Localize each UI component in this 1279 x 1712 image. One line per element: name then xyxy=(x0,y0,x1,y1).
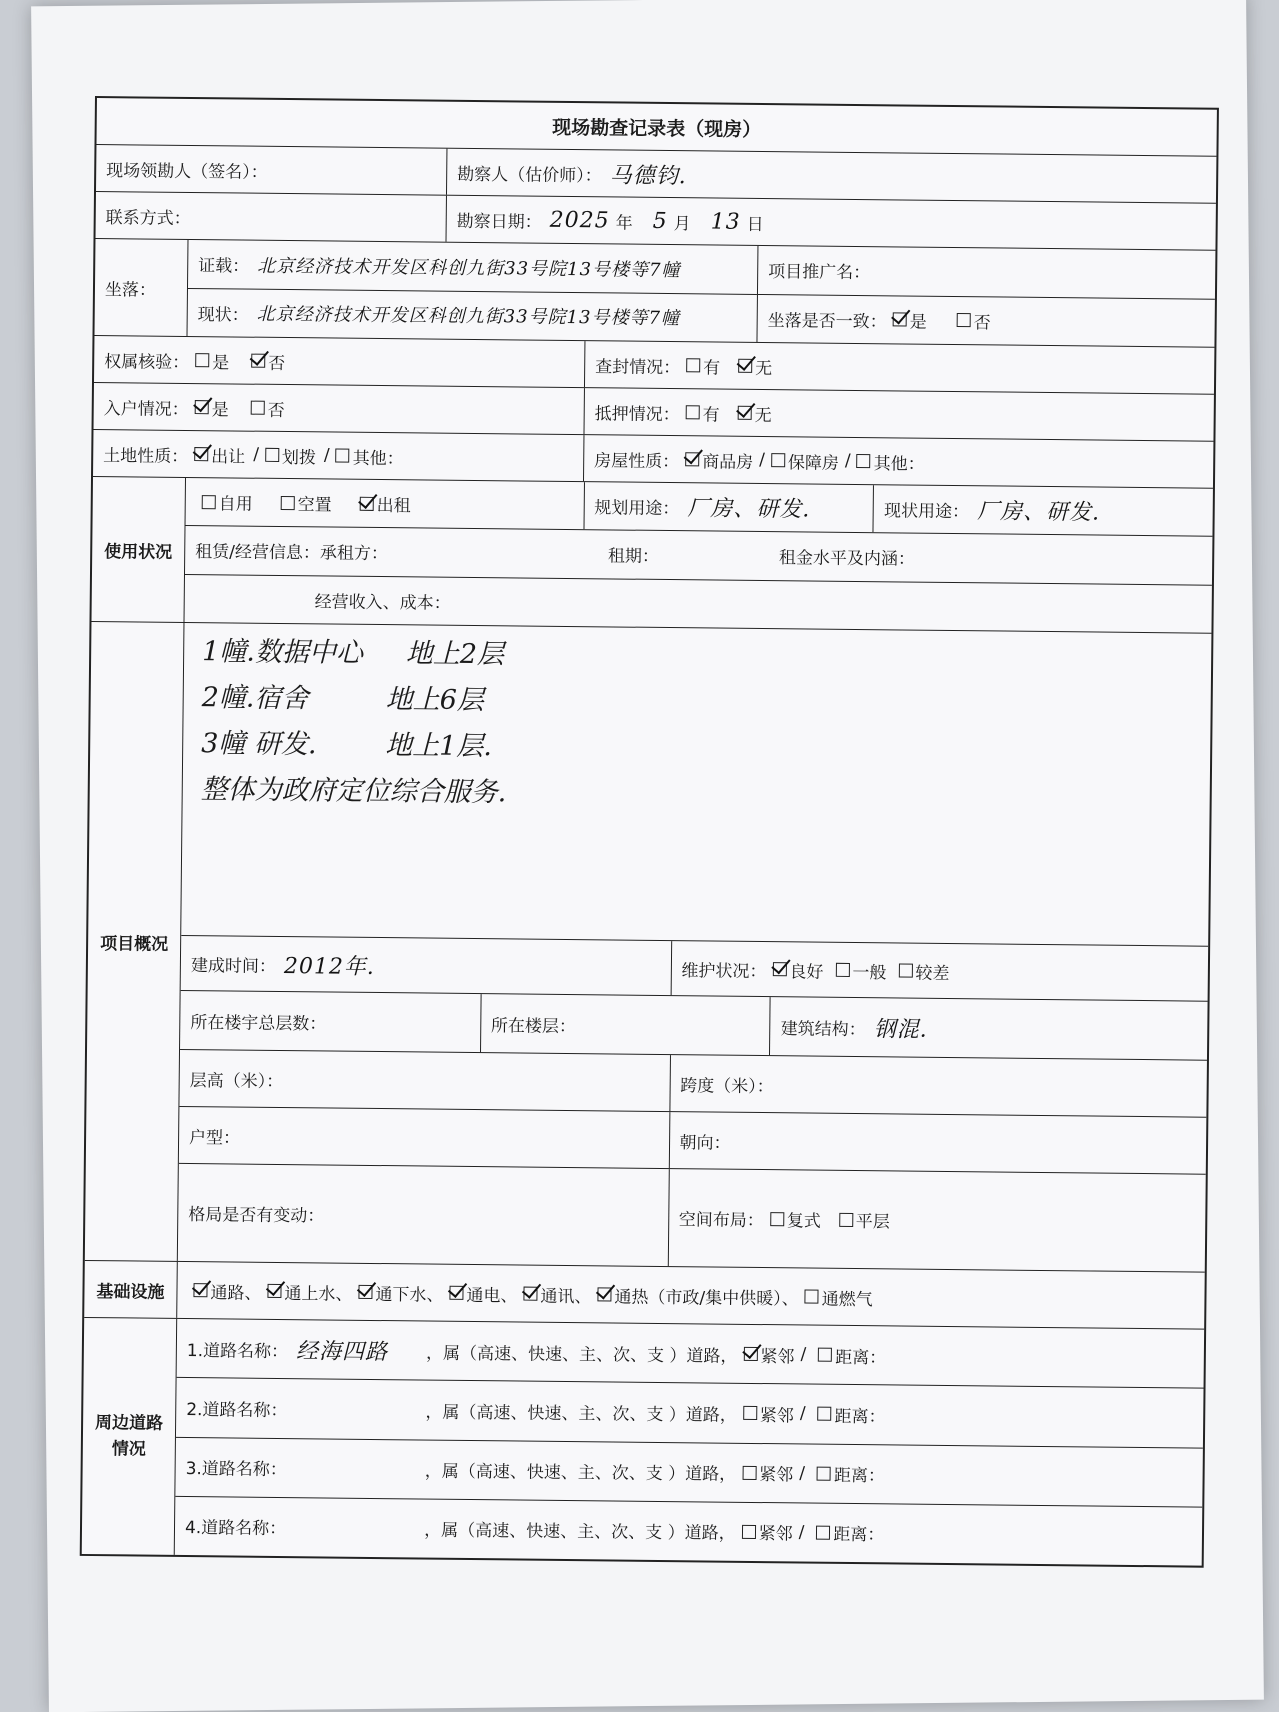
road-distance-checkbox[interactable] xyxy=(818,1348,832,1362)
date-year-unit: 年 xyxy=(615,212,633,234)
infra-label: 基础设施 xyxy=(96,1281,165,1303)
infra-option-label-3: 通电、 xyxy=(466,1285,518,1306)
date-month-unit: 月 xyxy=(673,213,691,234)
maintenance-field[interactable] xyxy=(670,941,1208,1001)
date-field[interactable] xyxy=(445,196,1215,250)
road-attr-text: ，属（高速、快速、主、次、支 ）道路， xyxy=(425,1343,738,1367)
structure-value: 钢混. xyxy=(873,1016,928,1043)
usage-self-checkbox[interactable] xyxy=(202,495,216,509)
road-adjacent-checkbox[interactable] xyxy=(743,1347,757,1361)
usage-options[interactable] xyxy=(186,478,584,529)
road-adjacent-label: 紧邻 xyxy=(758,1524,793,1545)
unit-type-field[interactable] xyxy=(179,1107,669,1168)
location-label: 坐落： xyxy=(104,279,157,301)
infra-options[interactable] xyxy=(176,1262,1205,1329)
form-title: 现场勘查记录表（现房） xyxy=(552,116,762,141)
surveyor-label: 勘察人（估价师）： xyxy=(457,164,602,186)
cert-address-field[interactable] xyxy=(188,240,757,293)
road-attr-text: ，属（高速、快速、主、次、支 ）道路， xyxy=(424,1520,736,1545)
ownership-yes-checkbox[interactable] xyxy=(195,353,209,367)
lead-label: 现场领勘人（签名）： xyxy=(106,160,268,183)
total-floors-field[interactable] xyxy=(180,991,480,1052)
ownership-no-checkbox[interactable] xyxy=(251,354,265,368)
structure-field[interactable] xyxy=(769,997,1207,1060)
overview-notes[interactable]: 1幢.数据中心 地上2层 2幢.宿舍 地上6层 3幢 研发. 地上1层. 整体为政府定位综合服务. xyxy=(200,636,507,809)
built-time-field[interactable] xyxy=(181,936,671,995)
house-opt3-label: 其他： xyxy=(873,453,925,475)
ownership-no-label: 否 xyxy=(268,353,286,374)
infra-checkbox-2[interactable] xyxy=(358,1285,372,1299)
road-adjacent-checkbox[interactable] xyxy=(742,1525,756,1539)
cert-address-value: 北京经济技术开发区科创九街33号院13号楼等7幢 xyxy=(257,255,681,281)
infra-checkbox-0[interactable] xyxy=(193,1283,207,1297)
road-distance-checkbox[interactable] xyxy=(817,1466,831,1480)
infra-option-label-5: 通热（市政/集中供暖）、 xyxy=(614,1287,799,1309)
lead-field[interactable] xyxy=(96,145,446,195)
contact-field[interactable] xyxy=(96,192,446,242)
space-flat-checkbox[interactable] xyxy=(839,1212,853,1226)
entry-yes-label: 是 xyxy=(211,399,229,420)
road-row[interactable] xyxy=(176,1377,1204,1447)
entry-no-label: 否 xyxy=(267,400,285,421)
built-value: 2012年. xyxy=(283,953,376,980)
date-label: 勘察日期： xyxy=(456,211,542,233)
consistent-no-checkbox[interactable] xyxy=(957,313,971,327)
built-label: 建成时间： xyxy=(190,955,276,977)
land-opt2-checkbox[interactable] xyxy=(265,448,279,462)
consistent-yes-checkbox[interactable] xyxy=(893,313,907,327)
infra-checkbox-3[interactable] xyxy=(449,1286,463,1300)
actual-label: 现状： xyxy=(197,304,249,326)
land-label: 土地性质： xyxy=(103,445,189,467)
layout-change-label: 格局是否有变动： xyxy=(188,1205,325,1227)
usage-label: 使用状况 xyxy=(104,541,173,563)
road-distance-label: 距离： xyxy=(833,1465,886,1487)
infra-checkbox-1[interactable] xyxy=(267,1284,281,1298)
floor-height-field[interactable] xyxy=(179,1050,669,1111)
usage-vacant-checkbox[interactable] xyxy=(281,496,295,510)
road-name-value xyxy=(295,1468,425,1469)
floor-label: 所在楼层： xyxy=(490,1015,577,1037)
consistent-no-label: 否 xyxy=(973,312,991,334)
road-name-label: 4.道路名称： xyxy=(184,1518,287,1540)
road-separator: / xyxy=(799,1403,806,1424)
height-label: 层高（米）： xyxy=(189,1070,284,1092)
road-distance-label: 距离： xyxy=(835,1347,887,1368)
maint-normal-label: 一般 xyxy=(852,962,887,983)
house-nature-field[interactable]: 房屋性质： 商品房 / 保障房 / 其他： xyxy=(583,435,1213,488)
current-use-field[interactable] xyxy=(873,485,1213,536)
date-day: 13 xyxy=(710,208,741,235)
seal-label: 查封情况： xyxy=(595,356,681,378)
maint-poor-label: 较差 xyxy=(915,963,950,984)
usage-rent-label: 出租 xyxy=(376,496,411,517)
road-attr-text: ，属（高速、快速、主、次、支 ）道路， xyxy=(425,1402,737,1426)
road-row[interactable] xyxy=(175,1496,1203,1566)
usage-rent-checkbox[interactable] xyxy=(360,496,374,510)
house-opt2-checkbox[interactable] xyxy=(771,453,785,467)
mortgage-yes-checkbox[interactable] xyxy=(686,405,700,419)
space-label: 空间布局： xyxy=(678,1210,764,1232)
promo-label: 项目推广名： xyxy=(768,262,871,284)
span-field[interactable] xyxy=(669,1055,1207,1117)
road-name-label: 2.道路名称： xyxy=(186,1399,288,1421)
mortgage-no-label: 无 xyxy=(754,405,772,426)
infra-option-label-4: 通讯、 xyxy=(540,1286,592,1307)
mortgage-field[interactable] xyxy=(583,388,1213,441)
mortgage-label: 抵押情况： xyxy=(594,403,680,425)
land-opt2-label: 划拨 xyxy=(281,447,317,468)
house-opt1-checkbox[interactable] xyxy=(685,452,699,466)
road-distance-label: 距离： xyxy=(833,1525,885,1546)
road-name-label: 3.道路名称： xyxy=(185,1459,287,1481)
term-label: 租期： xyxy=(607,546,660,568)
actual-address-field[interactable] xyxy=(187,287,756,341)
road-separator: / xyxy=(800,1344,807,1365)
road-adjacent-label: 紧邻 xyxy=(759,1465,794,1486)
road-row[interactable] xyxy=(175,1436,1203,1506)
house-label: 房屋性质： xyxy=(594,450,680,472)
infra-checkbox-5[interactable] xyxy=(597,1287,611,1301)
land-opt1-checkbox[interactable] xyxy=(194,447,208,461)
space-flat-label: 平层 xyxy=(855,1212,890,1233)
usage-self-label: 自用 xyxy=(218,494,253,515)
road-name-value xyxy=(294,1527,424,1528)
land-opt3-label: 其他： xyxy=(352,448,404,469)
road-adjacent-label: 紧邻 xyxy=(760,1346,795,1368)
roads-label: 周边道路情况 xyxy=(94,1413,164,1460)
infra-checkbox-4[interactable] xyxy=(523,1287,537,1301)
floor-field[interactable] xyxy=(480,994,770,1055)
road-name-value: 经海四路 xyxy=(295,1338,389,1365)
orient-label: 朝向： xyxy=(679,1132,731,1154)
survey-form xyxy=(80,96,1219,1568)
house-opt3-checkbox[interactable] xyxy=(857,454,871,468)
entry-yes-checkbox[interactable] xyxy=(195,400,209,414)
house-opt2-label: 保障房 xyxy=(787,452,840,474)
infra-option-label-1: 通上水、 xyxy=(284,1283,353,1305)
space-duplex-label: 复式 xyxy=(786,1211,821,1232)
ownership-field[interactable] xyxy=(94,336,584,387)
date-year: 2025 xyxy=(549,207,610,233)
date-day-unit: 日 xyxy=(746,214,764,235)
mortgage-yes-label: 有 xyxy=(702,404,720,426)
ownership-label: 权属核验： xyxy=(104,351,190,373)
road-separator: / xyxy=(799,1463,806,1484)
land-opt1-label: 出让 xyxy=(211,446,246,468)
space-duplex-checkbox[interactable] xyxy=(770,1212,784,1226)
infra-checkbox-6[interactable] xyxy=(805,1289,819,1303)
plan-use-label: 规划用途： xyxy=(594,498,680,520)
road-adjacent-checkbox[interactable] xyxy=(743,1406,757,1420)
layout-change-field[interactable] xyxy=(178,1164,669,1266)
type-label: 户型： xyxy=(188,1127,241,1149)
maint-good-label: 良好 xyxy=(789,961,824,983)
maint-poor-checkbox[interactable] xyxy=(898,963,912,977)
structure-label: 建筑结构： xyxy=(780,1018,866,1040)
entry-field[interactable] xyxy=(94,383,584,434)
infra-option-label-6: 通燃气 xyxy=(821,1289,873,1310)
actual-address-value: 北京经济技术开发区科创九街33号院13号楼等7幢 xyxy=(256,303,681,330)
consistent-label: 坐落是否一致： xyxy=(767,310,887,333)
plan-use-value: 厂房、研发. xyxy=(687,496,811,523)
cert-label: 证载： xyxy=(198,256,250,277)
ownership-yes-label: 是 xyxy=(212,352,230,373)
road-distance-label: 距离： xyxy=(834,1406,886,1428)
lease-label: 租赁/经营信息：承租方： xyxy=(195,542,389,565)
space-layout-field[interactable] xyxy=(667,1169,1205,1272)
orientation-field[interactable] xyxy=(668,1112,1206,1174)
seal-yes-label: 有 xyxy=(703,357,721,379)
entry-no-checkbox[interactable] xyxy=(251,401,265,415)
current-use-label: 现状用途： xyxy=(883,501,970,523)
surveyor-field[interactable] xyxy=(446,149,1216,203)
seal-no-checkbox[interactable] xyxy=(738,359,752,373)
span-label: 跨度（米）： xyxy=(680,1075,774,1097)
promo-name-field[interactable] xyxy=(758,246,1215,298)
seal-yes-checkbox[interactable] xyxy=(686,358,700,372)
road-attr-text: ，属（高速、快速、主、次、支 ）道路， xyxy=(424,1461,737,1485)
road-separator: / xyxy=(798,1522,805,1543)
consistent-yes-label: 是 xyxy=(909,312,927,333)
road-adjacent-checkbox[interactable] xyxy=(742,1465,756,1479)
road-name-value xyxy=(296,1409,426,1410)
income-label: 经营收入、成本： xyxy=(314,592,451,614)
road-name-label: 1.道路名称： xyxy=(186,1340,289,1362)
overview-label: 项目概况 xyxy=(100,933,169,955)
road-adjacent-label: 紧邻 xyxy=(759,1405,794,1427)
seal-field[interactable] xyxy=(584,341,1214,394)
surveyor-signature: 马德钧. xyxy=(609,162,687,189)
maint-label: 维护状况： xyxy=(681,960,767,982)
land-opt3-checkbox[interactable] xyxy=(336,449,350,463)
road-distance-checkbox[interactable] xyxy=(816,1526,830,1540)
plan-use-field[interactable] xyxy=(583,482,873,532)
seal-no-label: 无 xyxy=(755,358,773,379)
date-month: 5 xyxy=(652,208,668,234)
road-row[interactable] xyxy=(177,1319,1205,1388)
house-opt1-label: 商品房 xyxy=(702,451,754,473)
mortgage-no-checkbox[interactable] xyxy=(738,406,752,420)
consistent-field[interactable] xyxy=(757,293,1214,346)
entry-label: 入户情况： xyxy=(103,398,189,420)
contact-label: 联系方式： xyxy=(105,207,191,229)
current-use-value: 厂房、研发. xyxy=(976,499,1101,526)
land-nature-field[interactable]: 土地性质： 出让 / 划拨 / 其他： xyxy=(93,430,583,481)
usage-vacant-label: 空置 xyxy=(297,495,332,516)
road-distance-checkbox[interactable] xyxy=(818,1407,832,1421)
infra-option-label-2: 通下水、 xyxy=(375,1284,444,1306)
rent-label: 租金水平及内涵： xyxy=(778,548,916,571)
maint-good-checkbox[interactable] xyxy=(772,962,786,976)
infra-option-label-0: 通路、 xyxy=(210,1282,262,1304)
maint-normal-checkbox[interactable] xyxy=(835,963,849,977)
floors-label: 所在楼宇总层数： xyxy=(190,1012,327,1034)
